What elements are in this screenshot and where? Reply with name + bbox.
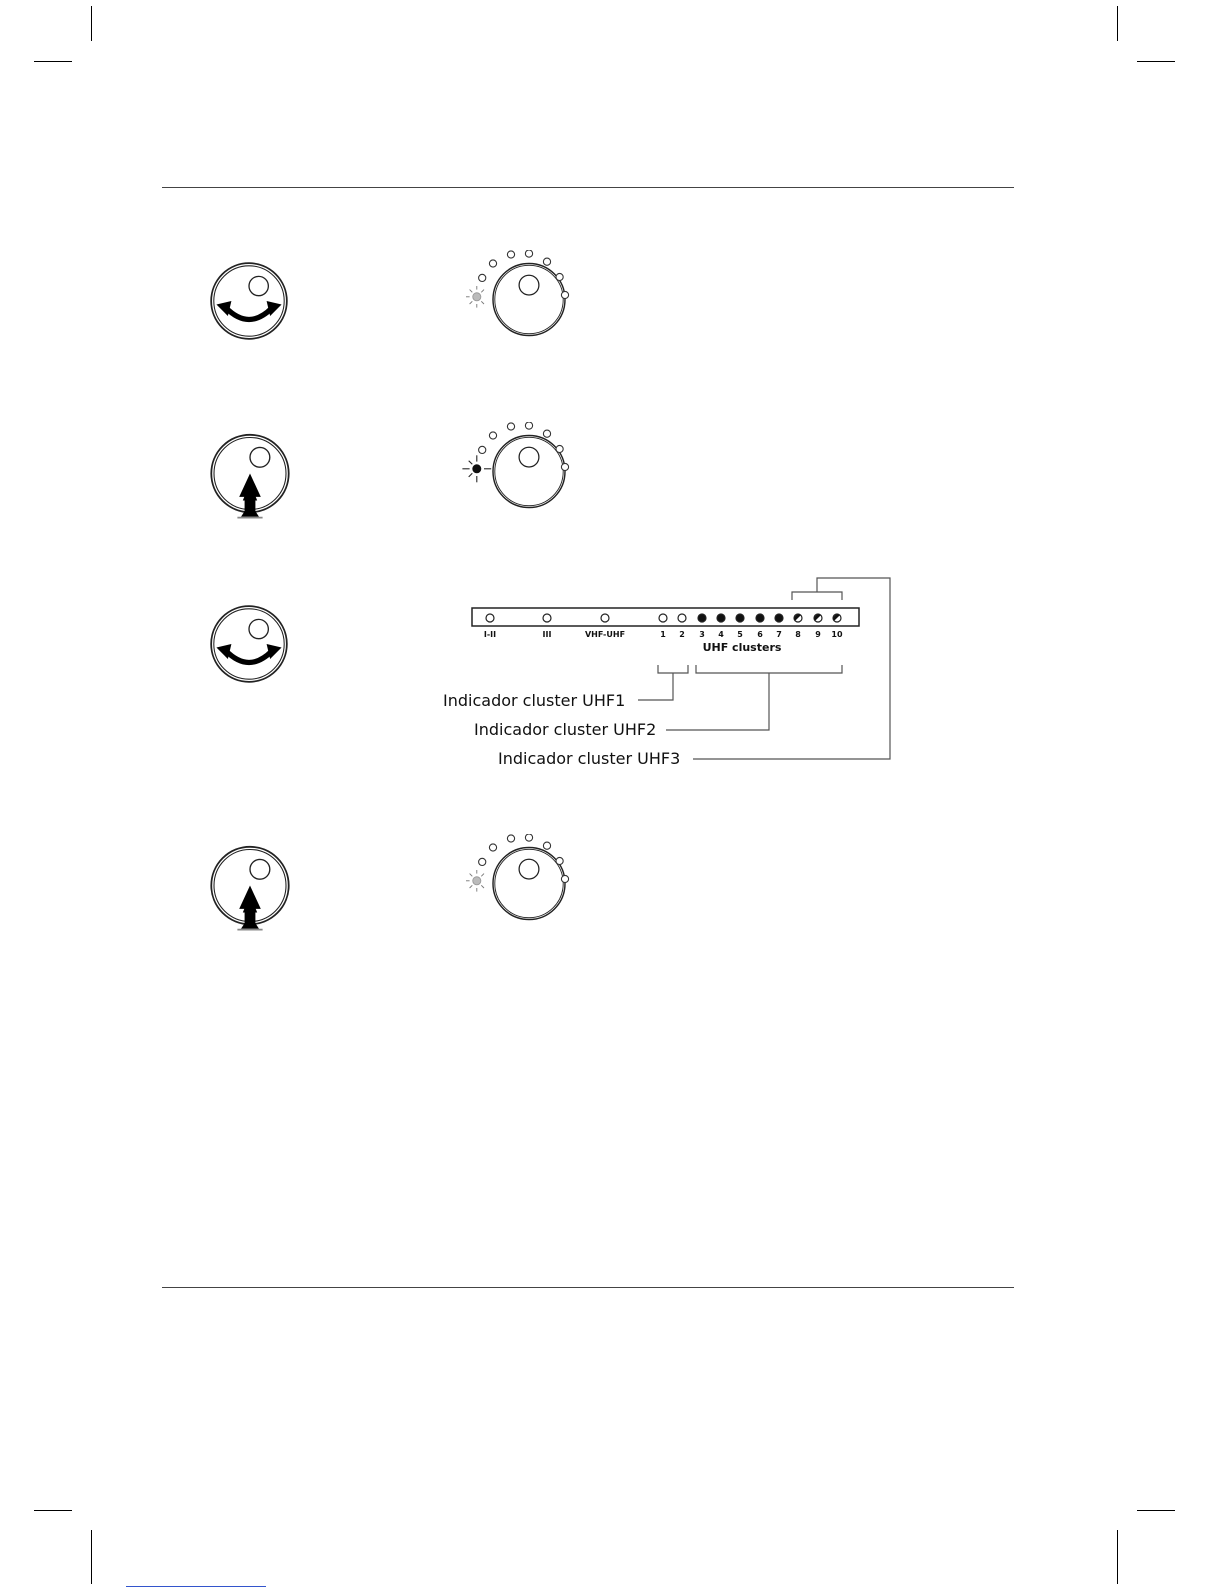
crop-mark-bottom-right-vertical bbox=[1117, 1530, 1118, 1584]
dial-indicator-icon bbox=[466, 830, 583, 928]
led-9 bbox=[756, 614, 764, 622]
tick-label: 10 bbox=[831, 630, 843, 639]
crop-mark-bottom-left-horizontal bbox=[34, 1510, 72, 1511]
led-6 bbox=[698, 614, 706, 622]
tick-label: VHF-UHF bbox=[584, 630, 626, 639]
uhf1-leader-line bbox=[638, 665, 688, 700]
tick-label: I-II bbox=[483, 630, 497, 639]
callout-uhf3: Indicador cluster UHF3 bbox=[498, 749, 681, 768]
uhf3-leader-line bbox=[693, 578, 890, 759]
led-10 bbox=[775, 614, 783, 622]
press-knob-icon bbox=[205, 840, 295, 940]
callout-uhf1: Indicador cluster UHF1 bbox=[443, 691, 626, 710]
dial-indicator-icon bbox=[466, 418, 583, 516]
dial-indicator-icon bbox=[466, 246, 583, 344]
tick-label: 2 bbox=[679, 630, 685, 639]
crop-mark-top-left-horizontal bbox=[34, 61, 72, 62]
crop-mark-bottom-right-horizontal bbox=[1137, 1510, 1175, 1511]
tick-label: 1 bbox=[660, 630, 666, 639]
crop-mark-top-right-horizontal bbox=[1137, 61, 1175, 62]
led-3 bbox=[601, 614, 609, 622]
led-4 bbox=[659, 614, 667, 622]
led-2 bbox=[543, 614, 551, 622]
footer-rule bbox=[162, 1287, 1014, 1288]
blinking-led-icon bbox=[466, 870, 484, 892]
crop-mark-bottom-left-vertical bbox=[91, 1530, 92, 1584]
led-5 bbox=[678, 614, 686, 622]
led-7 bbox=[717, 614, 725, 622]
uhf2-leader-line bbox=[666, 665, 842, 730]
tick-label: 4 bbox=[718, 630, 724, 639]
led-8 bbox=[736, 614, 744, 622]
cluster-panel-diagram bbox=[440, 570, 910, 770]
tick-label: 3 bbox=[699, 630, 705, 639]
uhf-clusters-label: UHF clusters bbox=[702, 641, 782, 654]
tick-label: 6 bbox=[757, 630, 763, 639]
callout-uhf2: Indicador cluster UHF2 bbox=[474, 720, 657, 739]
blinking-led-icon bbox=[462, 455, 491, 482]
rotate-knob-icon bbox=[205, 257, 293, 345]
tick-label: 5 bbox=[737, 630, 743, 639]
crop-mark-top-left-vertical bbox=[91, 6, 92, 41]
led-1 bbox=[486, 614, 494, 622]
blinking-led-icon bbox=[466, 286, 484, 308]
tick-label: 8 bbox=[795, 630, 801, 639]
tick-label: III bbox=[542, 630, 552, 639]
tick-label: 7 bbox=[776, 630, 782, 639]
rotate-knob-icon bbox=[205, 600, 293, 688]
crop-mark-top-right-vertical bbox=[1117, 6, 1118, 41]
header-rule bbox=[162, 187, 1014, 188]
press-knob-icon bbox=[205, 428, 295, 528]
tick-label: 9 bbox=[815, 630, 821, 639]
